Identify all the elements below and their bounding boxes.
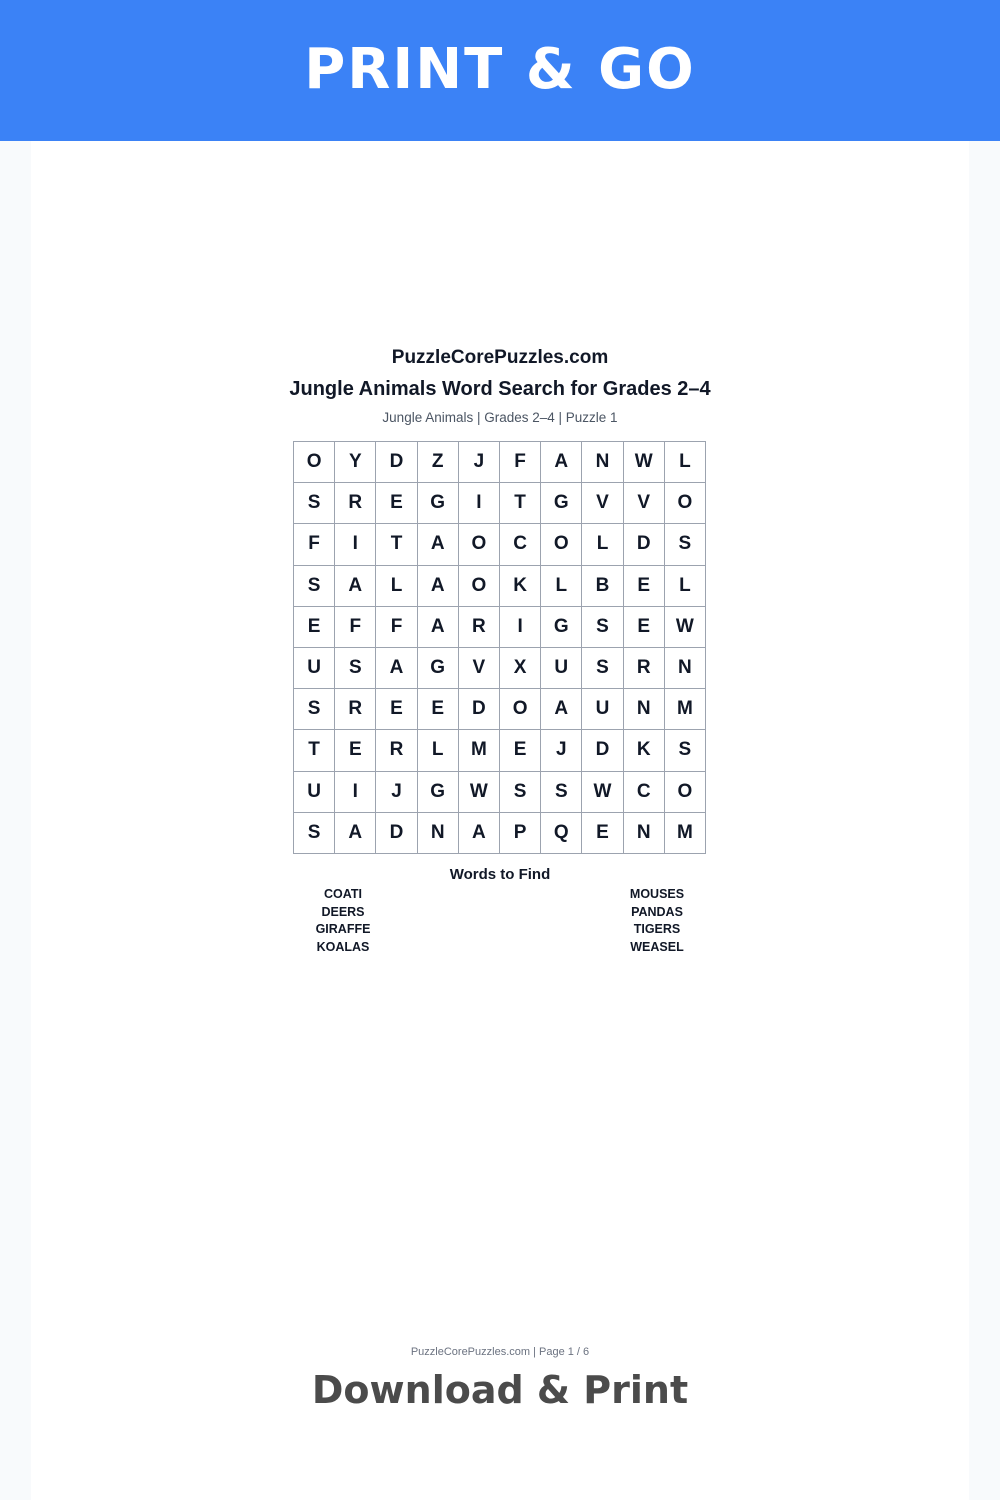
grid-cell: G: [541, 483, 582, 524]
grid-cell: A: [418, 524, 459, 565]
grid-cell: L: [418, 730, 459, 771]
grid-cell: N: [582, 442, 623, 483]
grid-cell: E: [582, 813, 623, 854]
grid-cell: R: [335, 483, 376, 524]
grid-cell: G: [418, 483, 459, 524]
grid-cell: T: [294, 730, 335, 771]
grid-cell: W: [624, 442, 665, 483]
grid-cell: E: [418, 689, 459, 730]
grid-cell: S: [665, 730, 706, 771]
grid-cell: J: [541, 730, 582, 771]
grid-cell: O: [500, 689, 541, 730]
grid-cell: G: [418, 648, 459, 689]
grid-cell: D: [459, 689, 500, 730]
grid-cell: U: [294, 772, 335, 813]
grid-cell: V: [624, 483, 665, 524]
grid-cell: D: [376, 813, 417, 854]
grid-cell: U: [582, 689, 623, 730]
grid-cell: D: [376, 442, 417, 483]
grid-cell: F: [376, 607, 417, 648]
grid-cell: L: [541, 566, 582, 607]
grid-cell: K: [624, 730, 665, 771]
puzzle-subtitle: Jungle Animals | Grades 2–4 | Puzzle 1: [382, 410, 618, 425]
grid-cell: V: [459, 648, 500, 689]
grid-cell: S: [335, 648, 376, 689]
grid-cell: S: [294, 813, 335, 854]
grid-cell: N: [418, 813, 459, 854]
grid-cell: E: [294, 607, 335, 648]
grid-cell: O: [665, 483, 706, 524]
grid-cell: R: [376, 730, 417, 771]
grid-cell: I: [335, 772, 376, 813]
banner-title: PRINT & GO: [304, 37, 696, 102]
word-list-left: [283, 886, 403, 957]
grid-cell: E: [624, 607, 665, 648]
site-name: PuzzleCorePuzzles.com: [391, 347, 609, 368]
grid-cell: T: [376, 524, 417, 565]
page-footer: PuzzleCorePuzzles.com | Page 1 / 6: [410, 1346, 590, 1358]
grid-cell: G: [418, 772, 459, 813]
word-list-item: WEASEL: [630, 940, 684, 955]
word-list-item: COATI: [324, 887, 362, 901]
grid-cell: M: [665, 689, 706, 730]
grid-cell: U: [541, 648, 582, 689]
grid-cell: I: [500, 607, 541, 648]
grid-cell: D: [624, 524, 665, 565]
grid-cell: E: [624, 566, 665, 607]
grid-cell: B: [582, 566, 623, 607]
grid-cell: S: [500, 772, 541, 813]
grid-cell: N: [665, 648, 706, 689]
grid-cell: D: [582, 730, 623, 771]
word-list-item: PANDAS: [631, 904, 683, 919]
grid-cell: S: [582, 648, 623, 689]
grid-cell: S: [294, 483, 335, 524]
grid-cell: A: [459, 813, 500, 854]
grid-cell: X: [500, 648, 541, 689]
word-list-item: TIGERS: [633, 922, 681, 937]
grid-cell: Z: [418, 442, 459, 483]
grid-cell: F: [335, 607, 376, 648]
grid-cell: O: [459, 524, 500, 565]
grid-cell: J: [459, 442, 500, 483]
grid-cell: R: [459, 607, 500, 648]
grid-cell: R: [335, 689, 376, 730]
grid-cell: A: [541, 689, 582, 730]
grid-cell: E: [376, 689, 417, 730]
grid-cell: C: [624, 772, 665, 813]
grid-cell: S: [582, 607, 623, 648]
grid-cell: I: [459, 483, 500, 524]
grid-cell: I: [335, 524, 376, 565]
grid-cell: Y: [335, 442, 376, 483]
grid-cell: F: [500, 442, 541, 483]
grid-cell: A: [335, 813, 376, 854]
grid-cell: S: [665, 524, 706, 565]
grid-cell: O: [541, 524, 582, 565]
header-banner: [0, 0, 1000, 141]
grid-cell: Q: [541, 813, 582, 854]
grid-cell: S: [294, 566, 335, 607]
grid-cell: K: [500, 566, 541, 607]
grid-cell: S: [541, 772, 582, 813]
words-to-find-heading: Words to Find: [449, 866, 551, 883]
grid-cell: E: [500, 730, 541, 771]
grid-cell: G: [541, 607, 582, 648]
word-list-item: KOALAS: [316, 940, 370, 955]
grid-cell: R: [624, 648, 665, 689]
grid-cell: A: [418, 566, 459, 607]
grid-cell: F: [294, 524, 335, 565]
grid-cell: P: [500, 813, 541, 854]
grid-cell: W: [665, 607, 706, 648]
grid-cell: V: [582, 483, 623, 524]
grid-cell: O: [665, 772, 706, 813]
grid-cell: L: [582, 524, 623, 565]
grid-cell: W: [459, 772, 500, 813]
grid-cell: N: [624, 813, 665, 854]
grid-cell: W: [582, 772, 623, 813]
grid-cell: L: [665, 442, 706, 483]
grid-cell: A: [335, 566, 376, 607]
grid-cell: N: [624, 689, 665, 730]
grid-cell: A: [418, 607, 459, 648]
word-list-item: GIRAFFE: [315, 922, 371, 937]
grid-cell: M: [459, 730, 500, 771]
download-print-label[interactable]: Download & Print: [311, 1368, 689, 1412]
grid-cell: T: [500, 483, 541, 524]
grid-cell: O: [459, 566, 500, 607]
word-list-item: MOUSES: [629, 887, 685, 901]
grid-cell: U: [294, 648, 335, 689]
grid-cell: S: [294, 689, 335, 730]
grid-cell: M: [665, 813, 706, 854]
word-search-grid: [293, 441, 706, 854]
grid-cell: A: [541, 442, 582, 483]
grid-cell: O: [294, 442, 335, 483]
grid-cell: E: [335, 730, 376, 771]
grid-cell: C: [500, 524, 541, 565]
grid-cell: L: [376, 566, 417, 607]
grid-cell: J: [376, 772, 417, 813]
word-list-item: DEERS: [321, 904, 365, 919]
word-list-right: [597, 886, 717, 957]
grid-cell: A: [376, 648, 417, 689]
grid-cell: E: [376, 483, 417, 524]
puzzle-title: Jungle Animals Word Search for Grades 2–4: [289, 378, 711, 400]
grid-cell: L: [665, 566, 706, 607]
